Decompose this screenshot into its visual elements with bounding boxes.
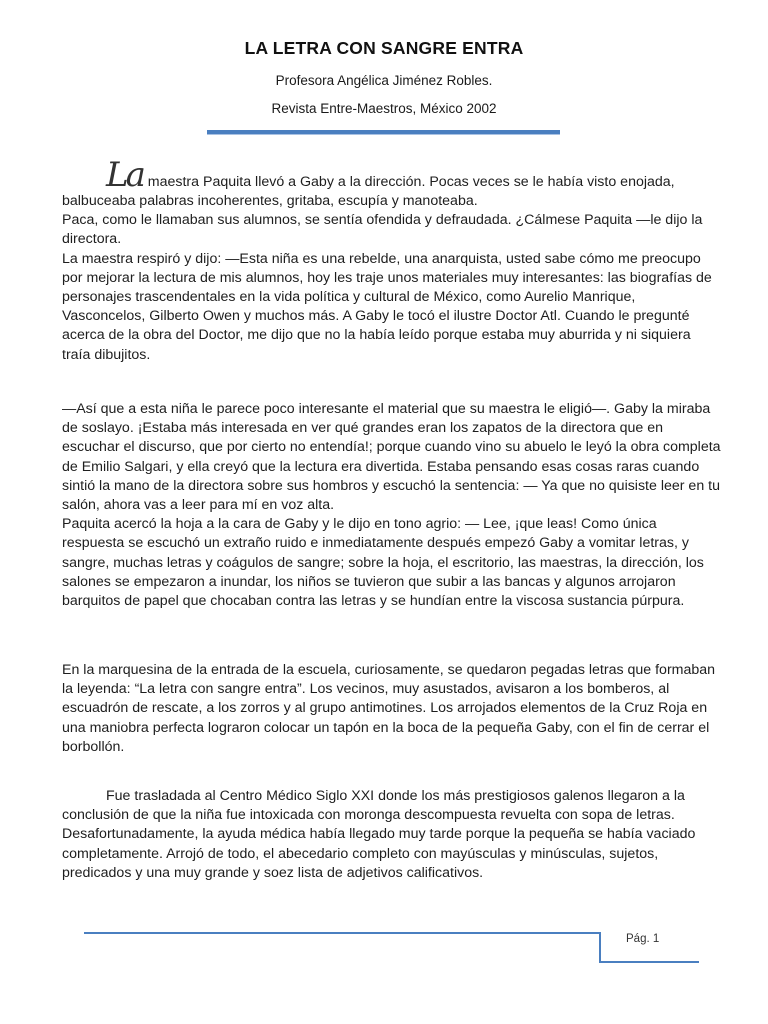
header-divider	[207, 130, 560, 134]
first-line-text: maestra Paquita llevó a Gaby a la dirección. Pocas veces se le había visto enojada,	[143, 173, 675, 190]
author-line: Profesora Angélica Jiménez Robles.	[275, 73, 493, 88]
footer-divider-vertical	[599, 932, 601, 962]
story-block-2	[62, 400, 722, 611]
drop-cap: La	[106, 155, 143, 195]
document-title: LA LETRA CON SANGRE ENTRA	[244, 38, 524, 58]
footer-divider	[84, 932, 599, 934]
paragraph: Paca, como le llamaban sus alumnos, se sentía ofendida y defraudada. ¿Cálmese Paquita —le dijo la directora.	[62, 212, 703, 248]
story-block-1	[62, 155, 722, 365]
story-block-4	[62, 787, 722, 883]
paragraph: balbuceaba palabras incoherentes, gritaba, escupía y manoteaba.	[62, 193, 478, 209]
footer-divider-short	[599, 961, 699, 963]
paragraph: Desafortunadamente, la ayuda médica había llegado muy tarde porque la pequeña se había vaciado completamente. Arrojó de todo, el abecedario completo con mayúsculas y minúsculas, sujetos, predicados y una muy grande y soez lista de adjetivos calificativos.	[62, 826, 696, 881]
story-block-3	[62, 661, 722, 757]
journal-line: Revista Entre-Maestros, México 2002	[271, 101, 497, 116]
paragraph: —Así que a esta niña le parece poco interesante el material que su maestra le eligió—. Gaby la miraba de soslayo. ¡Estaba más interesada en ver qué grandes eran los zapatos de la directora que en escuchar el discurso, que por cierto no entendía!; porque cuando vino su abuelo le leyó la obra completa de Emilio Salgari, y ella creyó que la lectura era divertida. Estaba pensando esas cosas raras cuando sintió la mano de la directora sobre sus hombros y escuchó la sentencia: — Ya que no quisiste leer en tu salón, ahora vas a leer para mí en voz alta.	[62, 401, 721, 514]
paragraph: La maestra respiró y dijo: —Esta niña es una rebelde, una anarquista, usted sabe cómo me preocupo por mejorar la lectura de mis alumnos, hoy les traje unos materiales muy interesantes: las biografías de personajes trascendentales en la vida política y cultural de México, como Aurelio Manrique, Vasconcelos, Gilberto Owen y muchos más. A Gaby le tocó el ilustre Doctor Atl. Cuando le pregunté acerca de la obra del Doctor, me dijo que no la había leído porque estaba muy aburrida y ni siquiera traía dibujitos.	[62, 250, 712, 363]
paragraph: En la marquesina de la entrada de la escuela, curiosamente, se quedaron pegadas letras que formaban la leyenda: “La letra con sangre entra”. Los vecinos, muy asustados, avisaron a los bomberos, al escuadrón de rescate, a los zorros y al grupo antimotines. Los arrojados elementos de la Cruz Roja en una maniobra perfecta lograron colocar un tapón en la boca de la pequeña Gaby, con el fin de cerrar el borbollón.	[62, 662, 716, 755]
paragraph: Fue trasladada al Centro Médico Siglo XXI donde los más prestigiosos galenos llegaron a la conclusión de que la niña fue intoxicada con moronga descompuesta revuelta con sopa de letras.	[62, 788, 685, 824]
page-number: Pág. 1	[626, 933, 660, 945]
paragraph: Paquita acercó la hoja a la cara de Gaby y le dijo en tono agrio: — Lee, ¡que leas! Como única respuesta se escuchó un extraño ruido e inmediatamente después empezó Gaby a vomitar letras, y sangre, muchas letras y coágulos de sangre; sobre la hoja, el escritorio, las maestras, la dirección, los salones se empezaron a inundar, los niños se tuvieron que subir a las bancas y algunos arrojaron barquitos de papel que chocaban contra las letras y se hundían entre la viscosa sustancia púrpura.	[62, 516, 704, 610]
first-line	[62, 155, 722, 195]
